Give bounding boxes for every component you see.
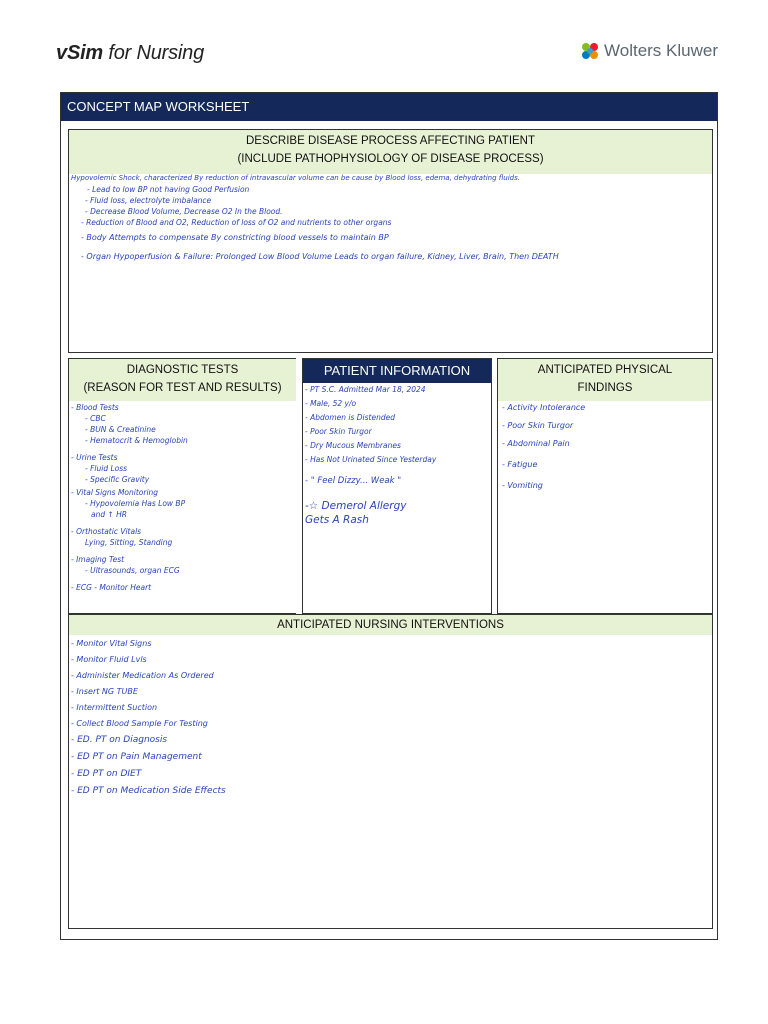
patient-note: - Abdomen is Distended (305, 413, 395, 422)
intervention-note: - Insert NG TUBE (71, 687, 138, 696)
disease-note: - Organ Hypoperfusion & Failure: Prolonged Low Blood Volume Leads to organ failure, Kidney, Liver, Brain, Then DEATH (81, 252, 559, 261)
intervention-note: - Administer Medication As Ordered (71, 671, 214, 680)
patient-note: - Dry Mucous Membranes (305, 441, 401, 450)
diagnostic-notes (71, 403, 188, 594)
diagnostic-title-line2: (REASON FOR TEST AND RESULTS) (83, 382, 282, 394)
disease-process-box (68, 129, 713, 353)
intervention-note: - Monitor Vital Signs (71, 639, 152, 648)
diagnostic-note: - Ultrasounds, organ ECG (85, 566, 180, 575)
diagnostic-tests-title (69, 359, 296, 401)
worksheet-title: CONCEPT MAP WORKSHEET (61, 93, 717, 121)
patient-note: - Has Not Urinated Since Yesterday (305, 455, 437, 464)
disease-title-line2: (INCLUDE PATHOPHYSIOLOGY OF DISEASE PROCESS) (237, 153, 544, 165)
interventions-notes (71, 639, 226, 798)
vsim-logo (56, 42, 204, 65)
vsim-logo-v: v (56, 42, 67, 64)
nursing-interventions-box (68, 614, 713, 929)
diagnostic-note: - ECG - Monitor Heart (71, 583, 152, 592)
intervention-note: - ED PT on Medication Side Effects (71, 786, 226, 796)
intervention-note: - Intermittent Suction (71, 703, 158, 712)
intervention-note: - ED. PT on Diagnosis (71, 735, 168, 745)
physical-note: - Poor Skin Turgor (502, 421, 574, 430)
physical-notes (502, 403, 585, 492)
diagnostic-note: - CBC (85, 414, 106, 423)
vsim-logo-sim: Sim (66, 42, 104, 64)
vsim-logo-rest: for Nursing (103, 42, 205, 64)
physical-note: - Vomiting (502, 481, 543, 490)
diagnostic-note: and ↑ HR (91, 510, 128, 519)
physical-note: - Fatigue (502, 460, 538, 469)
intervention-note: - ED PT on DIET (71, 769, 142, 779)
wolters-kluwer-logo (579, 40, 718, 62)
diagnostic-note: - Hematocrit & Hemoglobin (85, 436, 188, 445)
disease-note: Hypovolemic Shock, characterized By reduction of intravascular volume can be cause by Blood loss, edema, dehydrating fluids. (71, 174, 520, 182)
intervention-note: - Monitor Fluid Lvls (71, 655, 147, 664)
disease-title-line1: DESCRIBE DISEASE PROCESS AFFECTING PATIENT (245, 135, 536, 147)
patient-note: - " Feel Dizzy... Weak " (305, 476, 402, 486)
diagnostic-note: - Urine Tests (71, 453, 118, 462)
diagnostic-note: - Orthostatic Vitals (71, 527, 142, 536)
patient-information-box (302, 358, 492, 614)
physical-title-line2: FINDINGS (577, 382, 633, 394)
diagnostic-note: - Specific Gravity (85, 475, 150, 484)
patient-note: Gets A Rash (305, 514, 369, 526)
physical-note: - Activity Intolerance (502, 403, 586, 412)
physical-title-line1: ANTICIPATED PHYSICAL (537, 364, 673, 376)
patient-note: - Poor Skin Turgor (305, 427, 372, 436)
disease-notes (71, 174, 710, 263)
patient-information-title: PATIENT INFORMATION (303, 359, 491, 383)
diagnostic-note: - BUN & Creatinine (85, 425, 156, 434)
nursing-interventions-title: ANTICIPATED NURSING INTERVENTIONS (69, 615, 712, 635)
patient-note: - Male, 52 y/o (305, 399, 357, 408)
physical-findings-title (498, 359, 712, 401)
wolters-kluwer-mark-icon (579, 40, 601, 62)
disease-note: - Reduction of Blood and O2, Reduction of loss of O2 and nutrients to other organs (81, 218, 392, 227)
publisher-name: Wolters Kluwer (604, 41, 718, 60)
diagnostic-note: - Fluid Loss (85, 464, 128, 473)
disease-note: - Body Attempts to compensate By constricting blood vessels to maintain BP (81, 233, 389, 242)
diagnostic-title-line1: DIAGNOSTIC TESTS (126, 364, 239, 376)
patient-notes (305, 385, 436, 528)
disease-note: - Lead to low BP not having Good Perfusion (87, 185, 250, 194)
diagnostic-tests-box (68, 358, 296, 614)
physical-findings-box (497, 358, 713, 614)
diagnostic-note: Lying, Sitting, Standing (85, 538, 173, 547)
physical-note: - Abdominal Pain (502, 439, 570, 448)
disease-note: - Decrease Blood Volume, Decrease O2 In the Blood. (85, 207, 283, 216)
diagnostic-note: - Hypovolemia Has Low BP (85, 499, 186, 508)
patient-note: -☆ Demerol Allergy (305, 500, 407, 512)
patient-note: - PT S.C. Admitted Mar 18, 2024 (305, 385, 426, 394)
intervention-note: - ED PT on Pain Management (71, 752, 202, 762)
diagnostic-note: - Vital Signs Monitoring (71, 488, 159, 497)
intervention-note: - Collect Blood Sample For Testing (71, 719, 208, 728)
diagnostic-note: - Blood Tests (71, 403, 119, 412)
diagnostic-note: - Imaging Test (71, 555, 125, 564)
disease-process-title (69, 130, 712, 174)
disease-note: - Fluid loss, electrolyte imbalance (85, 196, 212, 205)
